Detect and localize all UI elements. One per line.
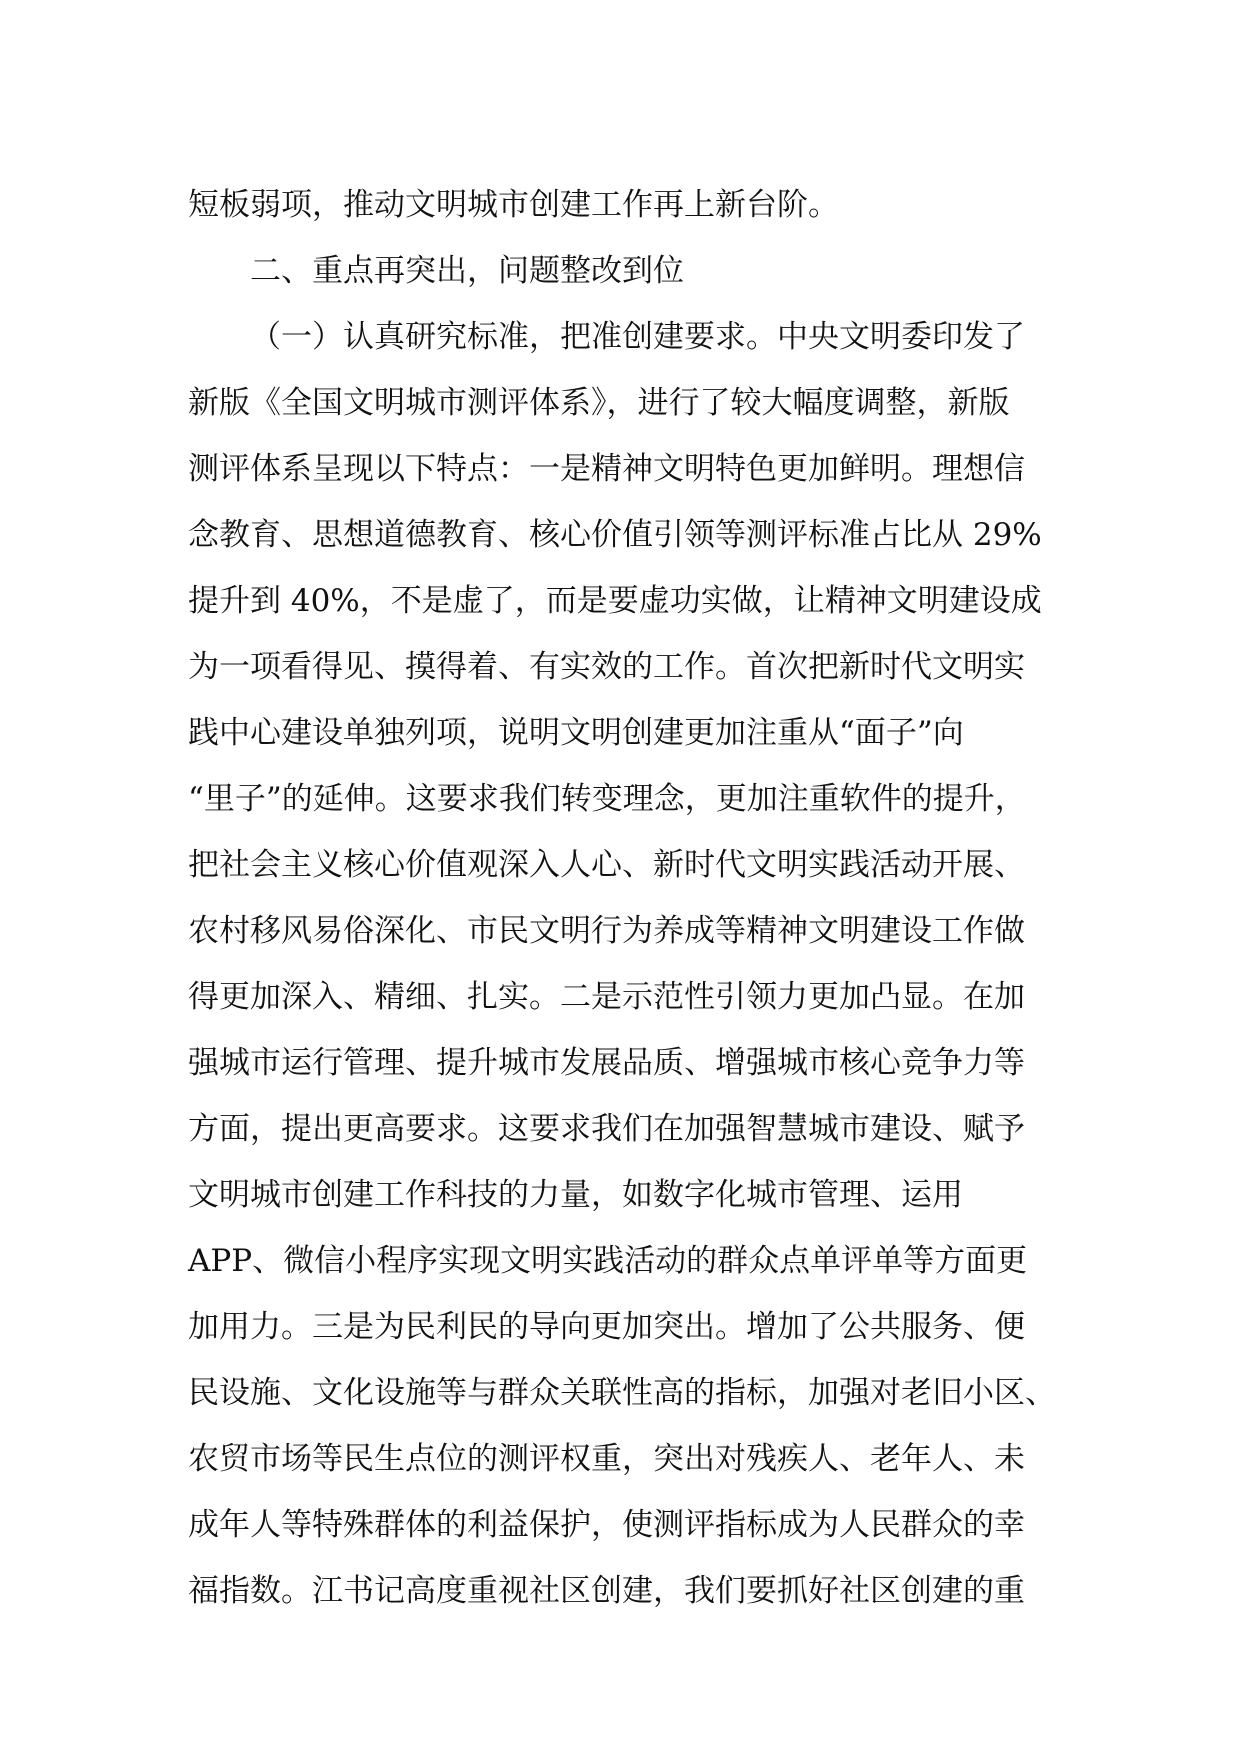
text-line: 新版《全国文明城市测评体系》，进行了较大幅度调整，新版 — [188, 385, 1010, 421]
text-line: 践中心建设单独列项，说明文明创建更加注重从“面子”向 — [188, 715, 964, 751]
body-text — [188, 172, 1088, 1624]
text-line: 文明城市创建工作科技的力量，如数字化城市管理、运用 — [188, 1177, 963, 1213]
text-line: 强城市运行管理、提升城市发展品质、增强城市核心竞争力等 — [188, 1045, 1025, 1081]
text-line: 农贸市场等民生点位的测评权重，突出对残疾人、老年人、未 — [188, 1441, 1025, 1477]
text-line: 念教育、思想道德教育、核心价值引领等测评标准占比从 29% — [188, 517, 1042, 553]
paragraph-start-line: （一）认真研究标准，把准创建要求。中央文明委印发了 — [250, 319, 1025, 355]
text-line: 民设施、文化设施等与群众关联性高的指标，加强对老旧小区、 — [188, 1375, 1056, 1411]
text-line: 为一项看得见、摸得着、有实效的工作。首次把新时代文明实 — [188, 649, 1025, 685]
text-line: 方面，提出更高要求。这要求我们在加强智慧城市建设、赋予 — [188, 1111, 1025, 1147]
text-line: “里子”的延伸。这要求我们转变理念，更加注重软件的提升， — [188, 781, 1026, 817]
text-line: 测评体系呈现以下特点：一是精神文明特色更加鲜明。理想信 — [188, 451, 1025, 487]
text-line: 提升到 40%，不是虚了，而是要虚功实做，让精神文明建设成 — [188, 583, 1042, 619]
text-line: 把社会主义核心价值观深入人心、新时代文明实践活动开展、 — [188, 847, 1025, 883]
text-line: APP、微信小程序实现文明实践活动的群众点单评单等方面更 — [188, 1243, 1028, 1279]
text-line: 加用力。三是为民利民的导向更加突出。增加了公共服务、便 — [188, 1309, 1025, 1345]
text-line: 农村移风易俗深化、市民文明行为养成等精神文明建设工作做 — [188, 913, 1025, 949]
text-line: 成年人等特殊群体的利益保护，使测评指标成为人民群众的幸 — [188, 1507, 1025, 1543]
text-line: 福指数。江书记高度重视社区创建，我们要抓好社区创建的重 — [188, 1573, 1025, 1609]
section-heading: 二、重点再突出，问题整改到位 — [250, 253, 684, 289]
text-line: 短板弱项，推动文明城市创建工作再上新台阶。 — [188, 187, 839, 223]
text-line: 得更加深入、精细、扎实。二是示范性引领力更加凸显。在加 — [188, 979, 1025, 1015]
